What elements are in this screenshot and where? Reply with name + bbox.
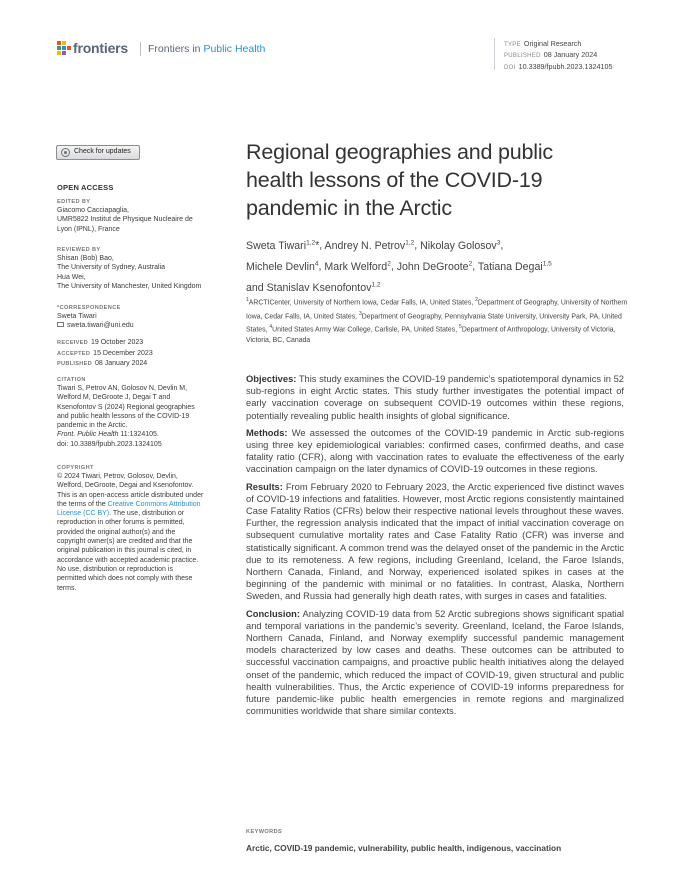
article-title: Regional geographies and public health lessons of the COVID-19 pandemic in the Arctic xyxy=(246,140,553,220)
citation-section: CITATION Tiwari S, Petrov AN, Golosov N, Devlin M, Welford M, DeGroote J, Degai T and Ksenofontov S (2024) Regional geographies and public health lessons of the COVID-19 pandemic in the Arctic. Front. Public Health 11:1324105. doi: 10.3389/fpubh.2023.1324105 xyxy=(57,376,232,449)
abstract-conclusion: Conclusion: Analyzing COVID-19 data from 52 Arctic subregions shows significant spatial and temporal variations in the pandemic’s severity. Greenland, Iceland, the Faroe Islands, Northern Canada, Finland, and Norway exemplify successful pandemic management models characterized by low cases and deaths. These outcomes can be attributed to successful vaccination campaigns, and proactive public health initiatives along the delayed onset of the pandemic, which reduced the impact of COVID-19, given structural and public health vulnerabilities. Thus, the Arctic experience of COVID-19 informs preparedness for future pandemic-like public health emergencies in remote regions and marginalized communities worldwide that share similar contexts. xyxy=(246,608,624,717)
author[interactable]: John DeGroote$^2$ xyxy=(396,260,473,273)
meta-type: TYPE Original Research xyxy=(504,39,582,48)
author[interactable]: and Stanislav Ksenofontov$^{1,2}$ xyxy=(246,281,381,294)
cc-license-link[interactable]: Creative Commons Attribution xyxy=(107,500,201,508)
author[interactable]: Nikolay Golosov$^3$ xyxy=(420,239,501,252)
abstract-results: Results: From February 2020 to February 2023, the Arctic experienced five distinct waves of COVID-19 infections and fatalities. However, most Arctic regions consistently maintained Case Fatality Ratios (CFRs) below their respective national levels throughout these waves. Further, the regression analysis indicated that the impact of initial vaccination coverage on subsequent cumulative mortality rates and Case Fatality Ratio (CFR) was inverse and statistically significant. A common trend was the delayed onset of the pandemic in the Arctic due to its remoteness. A few regions, including Greenland, Iceland, the Faroe Islands, Northern Canada, Finland, and Norway, experienced isolated spikes in cases at the beginning of the pandemic with minimal or no fatalities. In contrast, Alaska, Northern Sweden, and Russia had generally high death rates, with surges in cases and fatalities. xyxy=(246,481,624,602)
keywords-label: KEYWORDS xyxy=(246,829,283,835)
mail-icon xyxy=(57,322,64,327)
abstract-methods: Methods: We assessed the outcomes of the COVID-19 pandemic in Arctic sub-regions using three key epidemiological variables: confirmed cases, confirmed deaths, and case fatality ratio (CFR), along with vaccination rates to evaluate the effectiveness of the early vaccination campaign on the later dynamics of COVID-19 outcomes in these regions. xyxy=(246,427,624,475)
check-for-updates-button[interactable] xyxy=(56,145,140,160)
abstract-objectives: Objectives: This study examines the COVID-19 pandemic’s spatiotemporal dynamics in 52 sub-regions in eight Arctic states. This study further investigates the potential impact of early vaccination coverage on subsequent COVID-19 outcomes within these regions, potentially revealing public health insights of global significance. xyxy=(246,374,624,421)
author[interactable]: Tatiana Degai$^{1,5}$ xyxy=(477,260,552,273)
abstract xyxy=(246,373,624,722)
keywords: Arctic, COVID-19 pandemic, vulnerability, public health, indigenous, vaccination xyxy=(246,843,562,853)
header-divider xyxy=(140,42,141,56)
author[interactable]: Mark Welford$^2$ xyxy=(324,260,391,273)
copyright-section: COPYRIGHT © 2024 Tiwari, Petrov, Golosov, Devlin, Welford, DeGroote, Degai and Ksenofontov. This is an open-access article distributed under the terms of the Creative Commons Attribution License (CC BY). The use, distribution or reproduction in other forums is permitted, provided the original author(s) and the copyright owner(s) are credited and that the original publication in this journal is cited, in accordance with accepted academic practice. No use, distribution or reproduction is permitted which does not comply with these terms. xyxy=(57,465,204,592)
citation-doi[interactable]: doi: 10.3389/fpubh.2023.1324105 xyxy=(57,440,162,448)
affiliations: $^1$ARCTICenter, University of Northern Iowa, Cedar Falls, IA, United States, $^2$Department of Geography, University of Northern Iowa, Cedar Falls, IA, United States, $^3$Department of Geography, Pennsylvania State University, University Park, PA, United States, $^4$United States Army War College, Carlisle, PA, United States, $^5$Department of Anthropology, University of Victoria, Victoria, BC, Canada xyxy=(246,297,628,344)
author[interactable]: Michele Devlin$^4$ xyxy=(246,260,319,273)
journal-prefix: Frontiers in xyxy=(148,43,204,55)
cc-license-link-cont[interactable]: License (CC BY) xyxy=(57,510,110,518)
article-meta xyxy=(504,39,613,73)
author[interactable]: Andrey N. Petrov$^{1,2}$ xyxy=(324,239,415,252)
meta-doi: DOI 10.3389/fpubh.2023.1324105 xyxy=(504,61,613,71)
dates-section: RECEIVED 19 October 2023 ACCEPTED 15 December 2023 PUBLISHED 08 January 2024 xyxy=(57,339,153,368)
check-for-updates-label: Check for updates xyxy=(74,148,131,155)
frontiers-logo-text[interactable]: frontiers xyxy=(73,40,128,56)
author[interactable]: Sweta Tiwari$^{1,2}$ xyxy=(246,239,316,252)
meta-published: PUBLISHED 08 January 2024 xyxy=(504,50,598,60)
author-list: Sweta Tiwari$^{1,2}$*, Andrey N. Petrov$^{1,2}$, Nikolay Golosov$^3$, Michele Devlin$^4$, Mark Welford$^2$, John DeGroote$^2$, Tatiana Degai$^{1,5}$ and Stanislav Ksenofontov$^{1,2}$ xyxy=(246,239,552,294)
correspondence-section: *CORRESPONDENCE Sweta Tiwari sweta.tiwari@uni.edu xyxy=(57,304,232,331)
update-check-icon xyxy=(61,148,70,157)
meta-divider xyxy=(494,38,495,70)
open-access-label: OPEN ACCESS xyxy=(57,183,114,192)
frontiers-logo-icon xyxy=(57,41,71,57)
journal-name[interactable] xyxy=(148,43,265,55)
correspondence-email[interactable]: sweta.tiwari@uni.edu xyxy=(57,321,232,330)
reviewed-by-section: REVIEWED BY Shisan (Bob) Bao, The University of Sydney, Australia Hua Wei, The University of Manchester, United Kingdom xyxy=(57,247,202,290)
edited-by-section: EDITED BY Giacomo Cacciapaglia, UMR5822 Institut de Physique Nucleaire de Lyon (IPNL), France xyxy=(57,199,193,233)
journal-accent: Public Health xyxy=(203,43,266,55)
